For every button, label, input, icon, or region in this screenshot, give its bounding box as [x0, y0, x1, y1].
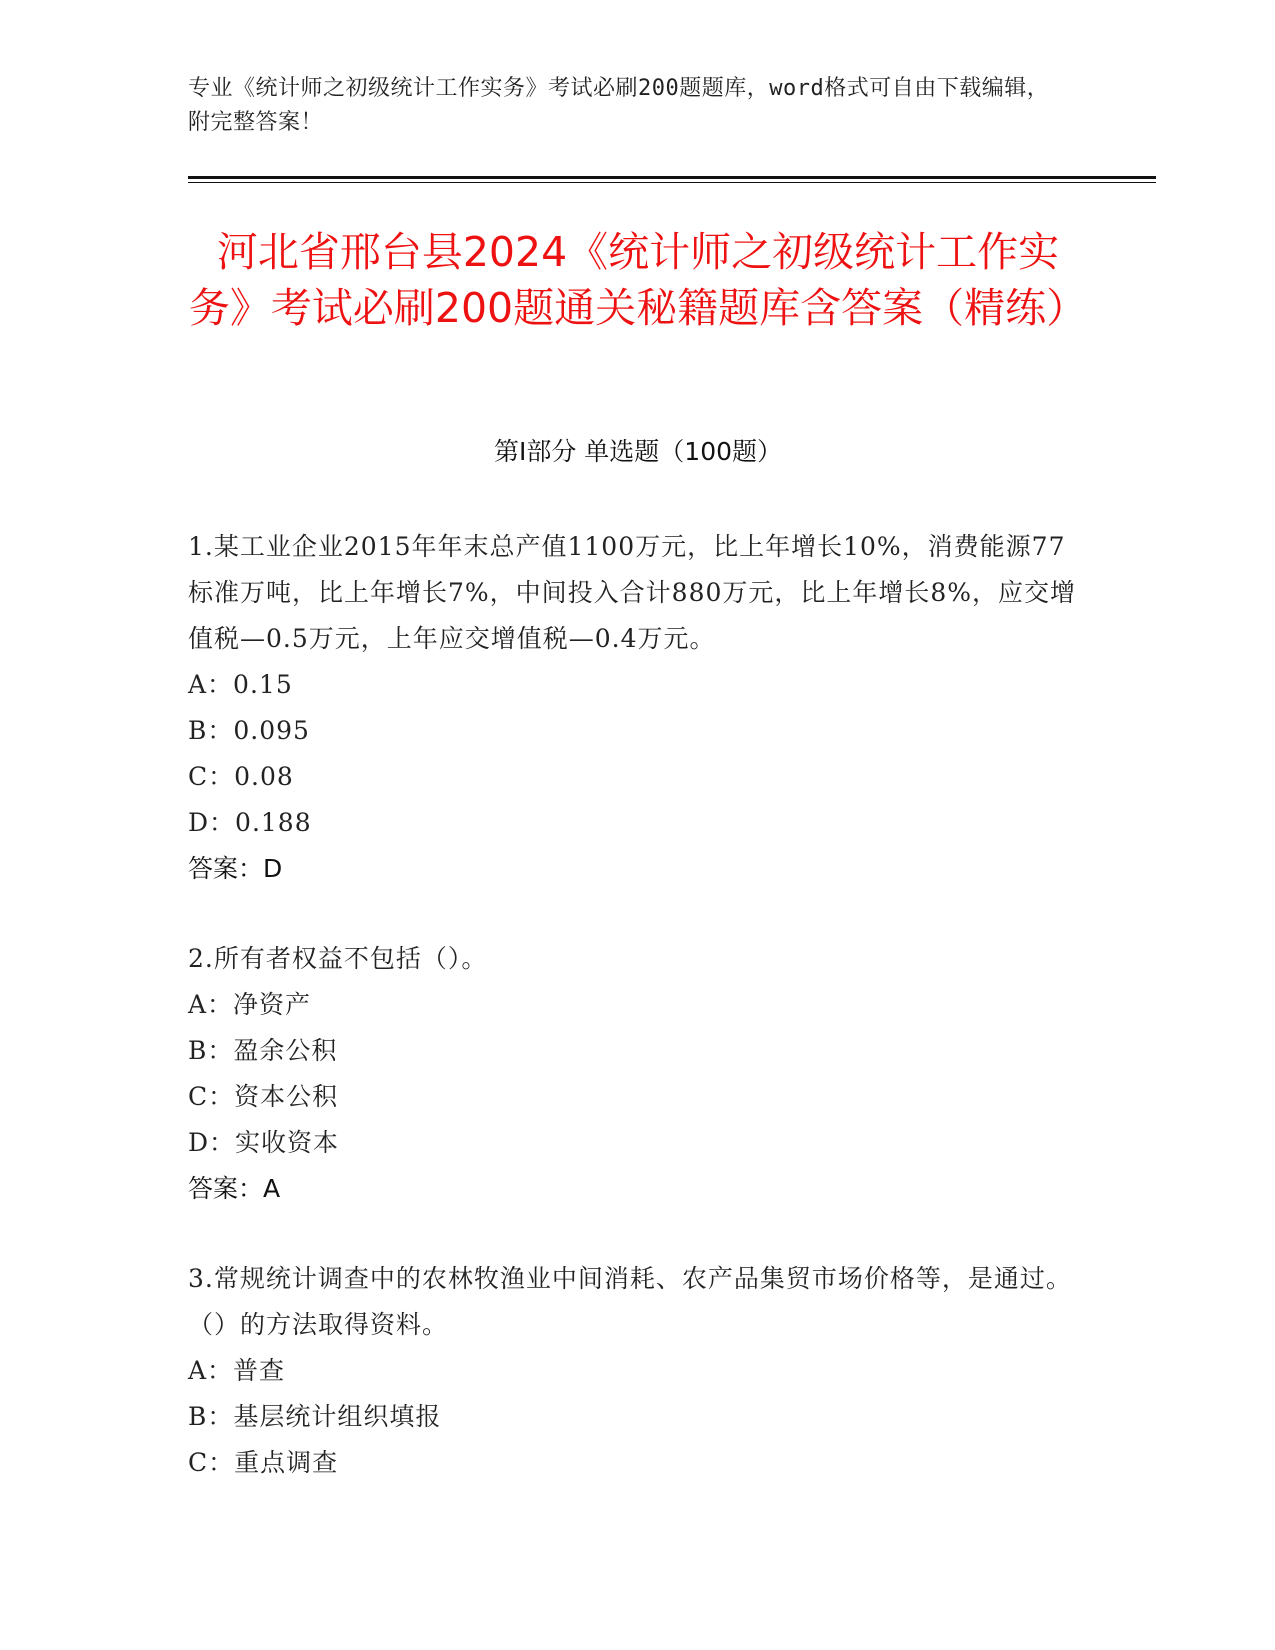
option-c: C：0.08: [188, 762, 294, 791]
question-stem: 2.所有者权益不包括（）。: [188, 944, 488, 973]
header-divider-thick: [188, 176, 1156, 179]
header-divider-thin: [188, 182, 1156, 183]
option-b: B：盈余公积: [188, 1036, 338, 1065]
option-c: C：重点调查: [188, 1448, 339, 1477]
option-b: B：基层统计组织填报: [188, 1402, 442, 1431]
question-stem: 3.常规统计调查中的农林牧渔业中间消耗、农产品集贸市场价格等，是通过。（）的方法取得资料。: [188, 1264, 1072, 1339]
section-heading: 第Ⅰ部分 单选题（100题）: [493, 437, 783, 466]
answer-line: 答案：D: [188, 854, 283, 883]
document-title: 河北省邢台县2024《统计师之初级统计工作实务》考试必刷200题通关秘籍题库含答案（精练）: [188, 228, 1088, 332]
option-d: D：实收资本: [188, 1128, 340, 1157]
option-a: A：0.15: [188, 670, 293, 699]
question-3: [188, 1256, 1088, 1486]
option-a: A：净资产: [188, 990, 312, 1019]
option-c: C：资本公积: [188, 1082, 339, 1111]
answer-line: 答案：A: [188, 1174, 281, 1203]
option-d: D：0.188: [188, 808, 312, 837]
question-list: [188, 524, 1088, 1530]
option-b: B：0.095: [188, 716, 310, 745]
question-2: [188, 936, 1088, 1212]
question-stem: 1.某工业企业2015年年末总产值1100万元，比上年增长10%，消费能源77标准万吨，比上年增长7%，中间投入合计880万元，比上年增长8%，应交增值税—0.5万元，上年应交增值税—0.4万元。: [188, 532, 1077, 653]
question-1: [188, 524, 1088, 892]
option-a: A：普查: [188, 1356, 286, 1385]
header-note: 专业《统计师之初级统计工作实务》考试必刷200题题库，word格式可自由下载编辑，附完整答案！: [188, 76, 1050, 135]
